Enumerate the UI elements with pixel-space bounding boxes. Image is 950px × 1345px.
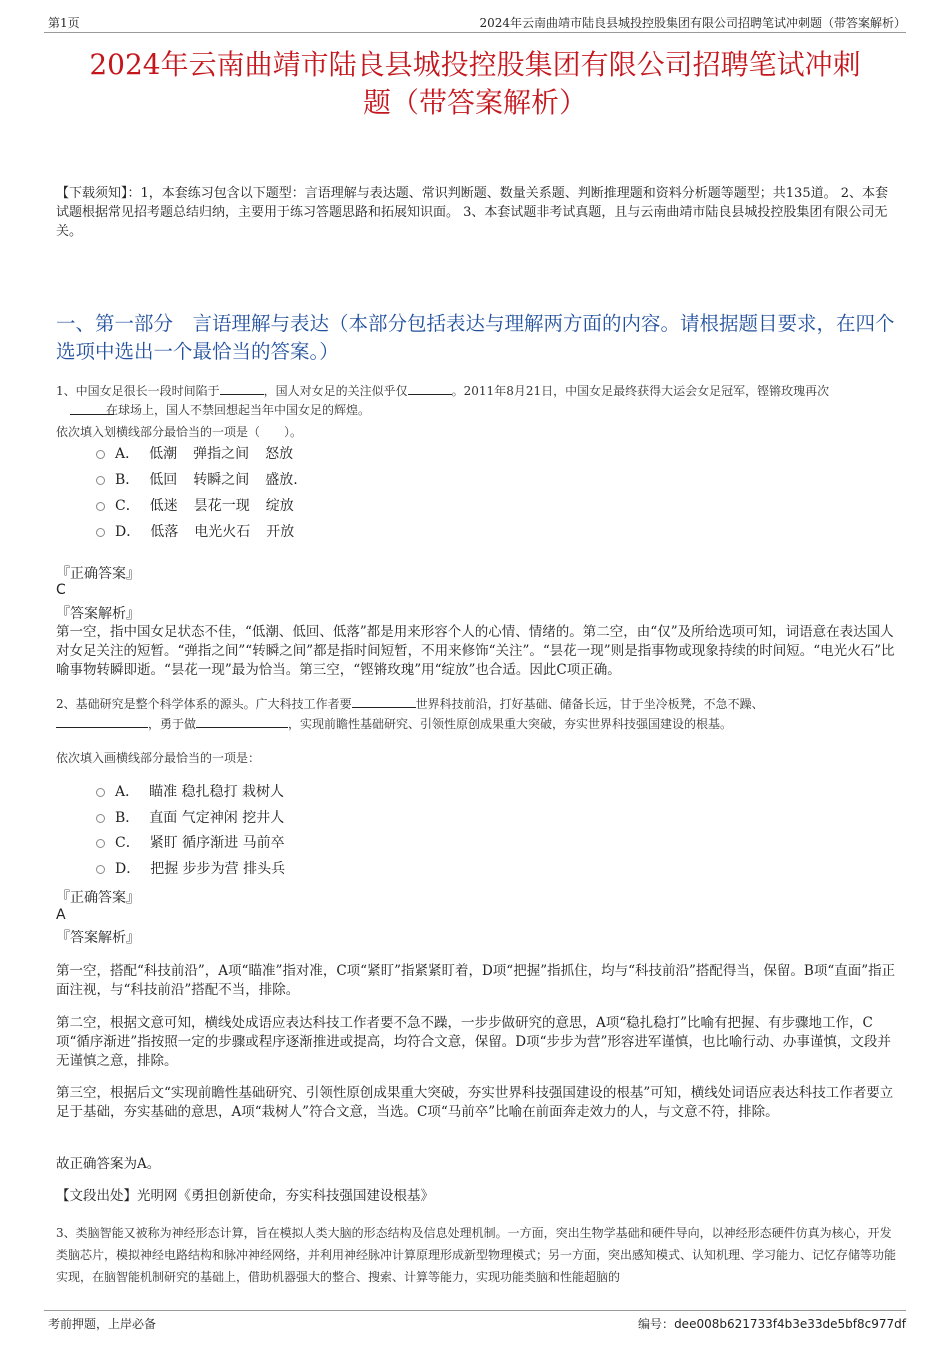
header-doc-title: 2024年云南曲靖市陆良县城投控股集团有限公司招聘笔试冲刺题（带答案解析） bbox=[479, 16, 906, 30]
q1-option-b[interactable]: B． 低回 转瞬之间 盛放. bbox=[96, 470, 302, 490]
q1-answer: C bbox=[56, 582, 66, 598]
footer-slogan: 考前押题，上岸必备 bbox=[48, 1317, 157, 1331]
page-number: 第1页 bbox=[48, 16, 80, 30]
radio-icon bbox=[96, 788, 105, 797]
q2-option-d[interactable]: D． 把握 步步为营 排头兵 bbox=[96, 859, 289, 879]
blank-line bbox=[70, 401, 114, 415]
q1-option-c[interactable]: C． 低迷 昙花一现 绽放 bbox=[96, 496, 298, 516]
radio-icon bbox=[96, 502, 105, 511]
question-3-stem: 3、类脑智能又被称为神经形态计算，旨在模拟人类大脑的形态结构及信息处理机制。一方面，突出生物学基础和硬件导向，以神经形态硬件仿真为核心，开发类脑芯片，模拟神经电路结构和脉冲神经网络，并利用神经脉冲计算原理形成新型物理模式；另一方面，突出感知模式、认知机理、学习能力、记忆存储等功能实现，在脑智能机制研究的基础上，借助机器强大的整合、搜索、计算等能力，实现功能类脑和性能超脑的 bbox=[56, 1226, 897, 1284]
q2-explanation-p3: 第三空，根据后文“实现前瞻性基础研究、引领性原创成果重大突破，夯实世界科技强国建设的根基”可知，横线处词语应表达科技工作者要立足于基础，夯实基础的意思，A项“栽树人”符合文意，当选。C项“马前卒”比喻在前面奔走效力的人，与文意不符，排除。 bbox=[56, 1085, 894, 1120]
download-notice: 【下载须知】：1，本套练习包含以下题型：言语理解与表达题、常识判断题、数量关系题、判断推理题和资料分析题等题型；共135道。 2、本套试题根据常见招考题总结归纳，主要用于练习答题思路和拓展知识面。 3、本套试题非考试真题，且与云南曲靖市陆良县城投控股集团有限公司无关。 bbox=[56, 186, 888, 239]
question-2-prompt: 依次填入画横线部分最恰当的一项是： bbox=[56, 751, 261, 765]
q1-answer-label: 『正确答案』 bbox=[56, 566, 140, 582]
radio-icon bbox=[96, 476, 105, 485]
radio-icon bbox=[96, 450, 105, 459]
question-1-stem: 1、中国女足很长一段时间陷于 ，国人对女足的关注似乎仅 。2011年8月21日，中国女足最终获得大运会女足冠军，铿锵玫瑰再次 在球场上，国人不禁回想起当年中国女足的辉煌。 bbox=[56, 381, 898, 420]
q2-explanation-label: 『答案解析』 bbox=[56, 930, 140, 946]
q2-conclusion: 故正确答案为A。 bbox=[56, 1156, 161, 1172]
page-footer bbox=[44, 1310, 906, 1331]
q2-option-a[interactable]: A． 瞄准 稳扎稳打 栽树人 bbox=[96, 782, 288, 802]
q2-option-c[interactable]: C． 紧盯 循序渐进 马前卒 bbox=[96, 833, 289, 853]
radio-icon bbox=[96, 814, 105, 823]
footer-code: 编号：dee008b621733f4b3e33de5bf8c977df bbox=[638, 1317, 906, 1331]
q1-option-a[interactable]: A． 低潮 弹指之间 怒放 bbox=[96, 444, 297, 464]
radio-icon bbox=[96, 839, 105, 848]
page-header bbox=[44, 12, 906, 33]
q1-explanation-label: 『答案解析』 bbox=[56, 606, 140, 622]
q2-explanation-p2: 第二空，根据文意可知，横线处成语应表达科技工作者要不急不躁，一步步做研究的意思，A项“稳扎稳打”比喻有把握、有步骤地工作，C项“循序渐进”指按照一定的步骤或程序逐渐推进或提高，均符合文意，保留。D项“步步为营”形容进军谨慎，也比喻行动、办事谨慎，文段并无谨慎之意，排除。 bbox=[56, 1015, 891, 1069]
title-line-2: 题（带答案解析） bbox=[362, 86, 587, 119]
q1-explanation: 第一空，指中国女足状态不佳，“低潮、低回、低落”都是用来形容个人的心情、情绪的。第二空，由“仅”及所给选项可知，词语意在表达国人对女足关注的短暂。“弹指之间”“转瞬之间”都是指时间短暂，不用来修饰“关注”。“昙花一现”则是指事物或现象持续的时间短。“电光火石”比喻事物转瞬即逝。“昙花一现”最为恰当。第三空，“铿锵玫瑰”用“绽放”也合适。因此C项正确。 bbox=[56, 624, 895, 678]
q2-answer-label: 『正确答案』 bbox=[56, 890, 140, 906]
q2-option-b[interactable]: B． 直面 气定神闲 挖井人 bbox=[96, 808, 288, 828]
q2-answer: A bbox=[56, 907, 66, 923]
radio-icon bbox=[96, 528, 105, 537]
question-1-prompt: 依次填入划横线部分最恰当的一项是（ ）。 bbox=[56, 425, 303, 439]
q2-explanation-p1: 第一空，搭配“科技前沿”，A项“瞄准”指对准，C项“紧盯”指紧紧盯着，D项“把握”指抓住，均与“科技前沿”搭配得当，保留。B项“直面”指正面注视，与“科技前沿”搭配不当，排除。 bbox=[56, 963, 896, 998]
q2-source: 【文段出处】光明网《勇担创新使命，夯实科技强国建设根基》 bbox=[56, 1188, 434, 1204]
section-heading: 一、第一部分 言语理解与表达（本部分包括表达与理解两方面的内容。请根据题目要求，在四个选项中选出一个最恰当的答案。） bbox=[56, 312, 895, 363]
question-2-stem: 2、基础研究是整个科学体系的源头。广大科技工作者要 世界科技前沿，打好基础、储备长远，甘于坐冷板凳，不急不躁、 ，勇于做 ，实现前瞻性基础研究、引领性原创成果重大突破，夯实世界科技强国建设的根基。 bbox=[56, 694, 898, 734]
title-line-1: 2024年云南曲靖市陆良县城投控股集团有限公司招聘笔试冲刺 bbox=[89, 48, 861, 81]
document-title bbox=[50, 46, 900, 122]
q1-option-d[interactable]: D． 低落 电光火石 开放 bbox=[96, 522, 298, 542]
radio-icon bbox=[96, 865, 105, 874]
